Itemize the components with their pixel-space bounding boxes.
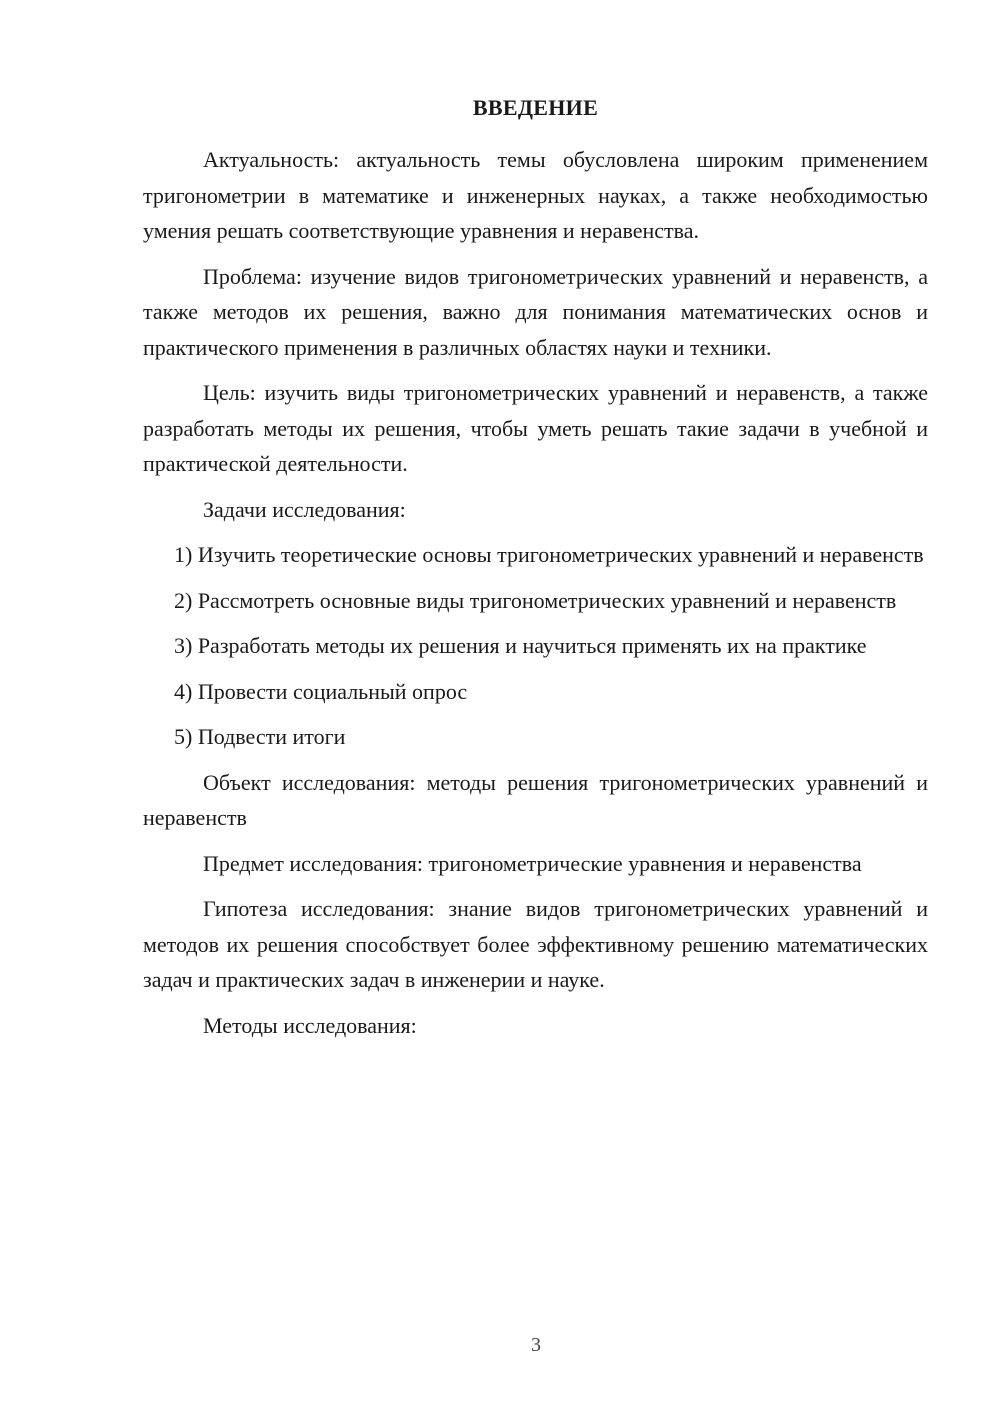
task-item-5: 5) Подвести итоги <box>174 724 346 749</box>
paragraph-object: Объект исследования: методы решения тригонометрических уравнений и неравенств <box>143 769 928 830</box>
page-title: ВВЕДЕНИЕ <box>472 95 599 120</box>
task-item-2: 2) Рассмотреть основные виды тригонометрических уравнений и неравенств <box>174 587 897 613</box>
document-page <box>143 90 928 1053</box>
paragraph-relevance: Актуальность: актуальность темы обусловлена широким применением тригонометрии в математике и инженерных науках, а также необходимостью умения решать соответствующие уравнения и неравенства. <box>143 147 928 243</box>
paragraph-hypothesis: Гипотеза исследования: знание видов тригонометрических уравнений и методов их решения способствует более эффективному решению математических задач и практических задач в инженерии и науке. <box>143 896 928 992</box>
task-item-4: 4) Провести социальный опрос <box>174 678 468 704</box>
page-number: 3 <box>531 1334 541 1356</box>
paragraph-goal: Цель: изучить виды тригонометрических уравнений и неравенств, а также разработать методы их решения, чтобы уметь решать такие задачи в учебной и практической деятельности. <box>143 380 928 476</box>
paragraph-methods: Методы исследования: <box>203 1012 417 1038</box>
task-item-1: 1) Изучить теоретические основы тригонометрических уравнений и неравенств <box>174 542 924 567</box>
paragraph-tasks-heading: Задачи исследования: <box>203 496 406 522</box>
paragraph-problem: Проблема: изучение видов тригонометрических уравнений и неравенств, а также методов их решения, важно для понимания математических основ и практического применения в различных областях науки и техники. <box>143 263 928 360</box>
paragraph-subject: Предмет исследования: тригонометрические уравнения и неравенства <box>203 850 862 876</box>
task-item-3: 3) Разработать методы их решения и научиться применять их на практике <box>174 633 867 658</box>
